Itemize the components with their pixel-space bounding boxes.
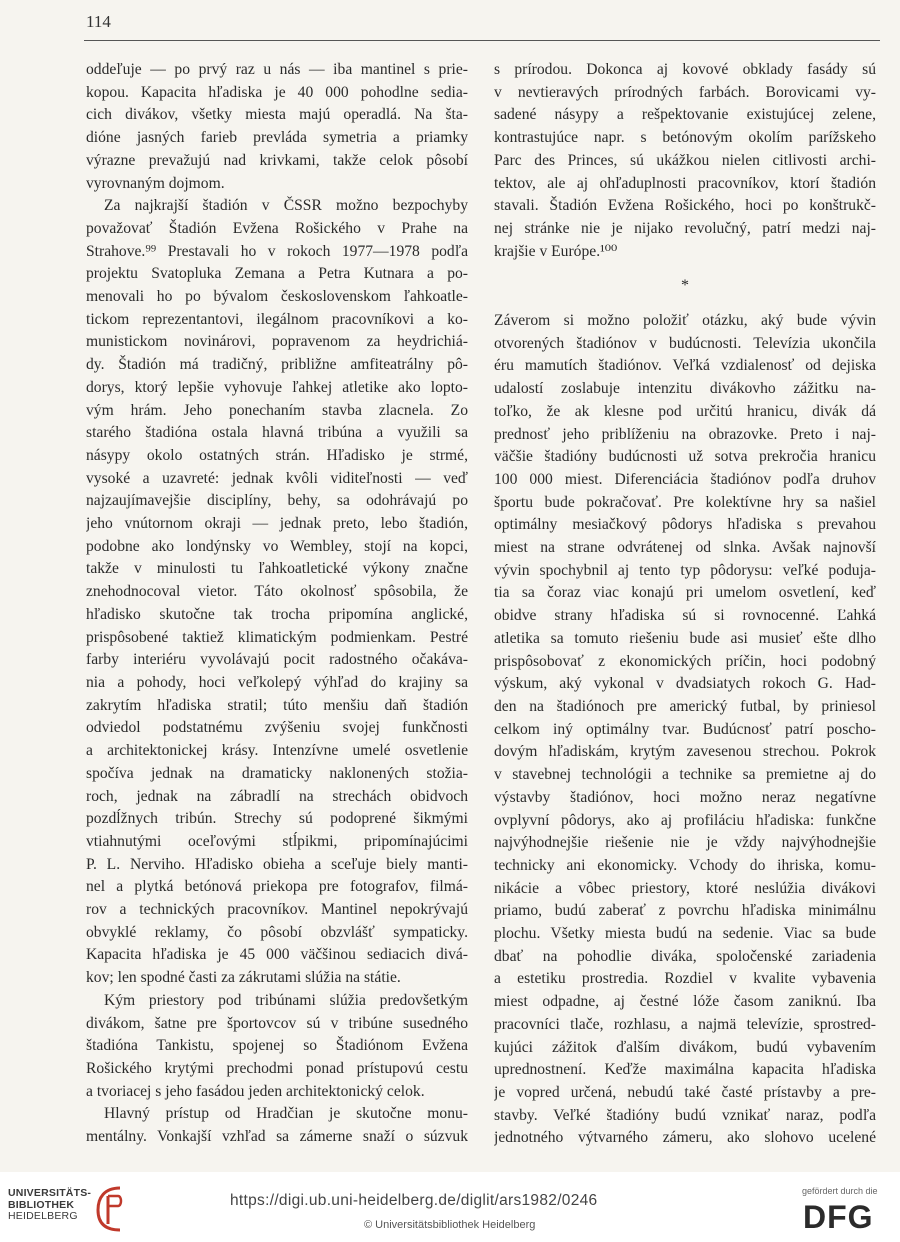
text-line: optimálny mesiačkový pôdorys hľadiska s prevahou [494, 516, 876, 534]
text-line: cich divákov, všetky miesta majú operadlá. Na šta- [86, 106, 468, 124]
text-line: prispôsobené taktiež klimatickým podmienkam. Pestré [86, 628, 468, 646]
text-line: obvyklé reklamy, čo pôsobí obzvlášť sympaticky. [86, 923, 468, 941]
text-line: spočíva jednak na dramaticky naklonených stožia- [86, 764, 468, 782]
text-line: je vopred určená, nebudú také časté prístavby a pre- [494, 1083, 876, 1101]
text-line: odviedol podstatnému zvýšeniu svojej funkčnosti [86, 719, 468, 737]
text-line: Rošického krytými prechodmi ponad prístupovú cestu [86, 1059, 468, 1077]
text-line: Kým priestory pod tribúnami slúžia predovšetkým [104, 991, 468, 1009]
text-line: tickom reprezentantovi, ilegálnom pracovníkovi a ko- [86, 310, 468, 328]
text-line: a estetiku prostredia. Rozdiel v kvalite vybavenia [494, 970, 876, 988]
text-line: vývin spochybnil aj tento typ pôdorysu: veľké poduja- [494, 561, 876, 579]
text-line: technicky ani ekonomicky. Vchody do ihriska, komu- [494, 856, 876, 874]
text-line: P. L. Nerviho. Hľadisko obieha a sceľuje biely manti- [86, 855, 468, 873]
text-line: Záverom si možno položiť otázku, aký bude vývin [494, 312, 876, 330]
text-line: nel a plytká betónová priekopa pre fotografov, filmá- [86, 878, 468, 896]
text-line: toľko, že ak klesne pod určitú hranicu, divák dá [494, 402, 876, 420]
text-line: považovať Štadión Evžena Rošického v Prahe na [86, 219, 468, 237]
text-line: pracovníci tlače, rozhlasu, a najmä televízie, sprostred- [494, 1015, 876, 1033]
text-line: tektov, ale aj ohľaduplnosti pracovníkov, ktorí štadión [494, 174, 876, 192]
text-line: oddeľuje — po prvý raz u nás — iba mantinel s prie- [86, 61, 468, 78]
text-line: športu bude pokračovať. Pre kolektívne hry sa našiel [494, 493, 876, 511]
institution-line-1: UNIVERSITÄTS- [8, 1187, 92, 1199]
text-line: výstavby štadiónov, hoci možno neraz negatívne [494, 788, 876, 806]
text-line: priamo, budú zaberať z povrchu hľadiska minimálnu [494, 902, 876, 920]
text-line: kujúci zážitok ďalším divákom, budú vybavením [494, 1038, 876, 1056]
text-line: dovým hľadiskám, krytým zavesenou strechou. Pokrok [494, 743, 876, 761]
text-line: kontrastujúce napr. s betónovým okolím parížskeho [494, 129, 876, 147]
text-line: Parc des Princes, sú ukážkou nielen citlivosti archi- [494, 151, 876, 169]
text-line: plochu. Všetky miesta budú na sedenie. Viac sa bude [494, 925, 876, 943]
text-line: kopou. Kapacita hľadiska je 40 000 pohodlne sedia- [86, 83, 468, 101]
text-line: farby interiéru vyvolávajú pocit radostného očakáva- [86, 651, 468, 669]
text-line: väčšie štadióny budúcnosti už sotva prekročia hranicu [494, 448, 876, 466]
funder-caption: gefördert durch die [802, 1186, 878, 1196]
text-line: dióne jasných farieb prevláda symetria a priamky [86, 129, 468, 147]
text-line: štadióna Tankistu, spojenej so Štadiónom Evžena [86, 1037, 468, 1055]
text-line: Za najkrajší štadión v ČSSR možno bezpochyby [104, 197, 468, 215]
text-line: uprednostnení. Keďže maximálna kapacita hľadiska [494, 1061, 876, 1079]
text-line: divákom, šatne pre športovcov sú v tribúne susedného [86, 1014, 468, 1032]
text-line: Hlavný prístup od Hradčian je skutočne monu- [104, 1105, 468, 1123]
text-line: miest na strane odvrátenej od slnka. Avšak najnovší [494, 539, 876, 557]
left-column [86, 59, 468, 1149]
text-line: stavali. Štadión Evžena Rošického, hoci po konštrukč- [494, 197, 876, 215]
text-line: sadené násypy a rešpektovanie existujúcej zelene, [494, 106, 876, 124]
text-line: nia a pohody, hoci veľkolepý výhľad do krajiny sa [86, 673, 468, 691]
text-line: podobne ako londýnsky vo Wembley, stojí na kopci, [86, 537, 468, 555]
text-line: pozdĺžnych tribún. Strechy sú podoprené šikmými [86, 810, 468, 828]
dfg-logo-icon [803, 1200, 887, 1232]
text-line: nej stránke nie je nijako revolučný, patrí medzi naj- [494, 219, 876, 237]
text-line: najvýhodnejšie riešenie nie je vždy najvýhodnejšie [494, 834, 876, 852]
page-number: 114 [86, 12, 111, 31]
text-line: menovali ho po bývalom československom ľahkoatle- [86, 288, 468, 306]
text-line: kov; len spodné časti za zákrutami slúžia na státie. [86, 969, 401, 987]
header-rule [84, 40, 880, 41]
text-line: jednotného výtvarného zámeru, ako slohovo ucelené [494, 1129, 876, 1147]
text-line: vysoké a uzavreté: jednak kvôli viditeľnosti — veď [86, 469, 468, 487]
text-line: ovplyvní pôdorys, ako aj profiláciu hľadiska: funkčne [494, 811, 876, 829]
text-line: dorys, ktorý lepšie vyhovuje ľahkej atletike ako lopto- [86, 378, 468, 396]
text-line: vyrovnaným dojmom. [86, 174, 225, 192]
text-line: den na štadiónoch pre americký futbal, by priniesol [494, 697, 876, 715]
text-line: mentálny. Vonkajší vzhľad sa zámerne snaží o súzvuk [86, 1128, 468, 1146]
text-line: výrazne prevažujú nad krivkami, takže celok pôsobí [86, 151, 468, 169]
text-line: otvorených štadiónov v budúcnosti. Televízia ukončila [494, 334, 876, 352]
text-line: rov a technických pracovníkov. Mantinel nepokrývajú [86, 901, 468, 919]
text-line: prednosť jeho priblíženiu na obrazovke. Preto i naj- [494, 425, 876, 443]
text-line: dy. Štadión má tradičný, približne amfiteatrálny pô- [86, 356, 468, 374]
text-line: stavby. Veľké štadióny budú vznikať naraz, podľa [494, 1106, 876, 1124]
text-line: najzaujímavejšie disciplíny, behy, sa odohrávajú po [86, 492, 468, 510]
text-line: krajšie v Európe.¹⁰⁰ [494, 242, 618, 260]
document-url-link[interactable]: https://digi.ub.uni-heidelberg.de/diglit/ars1982/0246 [230, 1192, 598, 1209]
text-line: jeho vnútornom okraji — jednak preto, lebo štadión, [86, 515, 468, 533]
svg-text:DFG: DFG [803, 1200, 874, 1232]
text-line: a tvoriacej s jeho fasádou jeden architektonický celok. [86, 1082, 425, 1100]
text-line: v stavebnej technológii a technike sa premietne aj do [494, 766, 876, 784]
text-line: v nevtieravých prírodných farbách. Borovicami vy- [494, 83, 876, 101]
text-line: násypy okolo ostatných strán. Hľadisko je strmé, [86, 446, 468, 464]
text-line: atletika sa tomuto riešeniu bude asi musieť ešte dlho [494, 629, 876, 647]
institution-name [8, 1188, 91, 1223]
text-line: Strahove.⁹⁹ Prestavali ho v rokoch 1977—1978 podľa [86, 242, 468, 260]
text-line: dbať na pohodlie diváka, spoločenské zariadenia [494, 947, 876, 965]
copyright-notice: © Universitätsbibliothek Heidelberg [364, 1219, 536, 1231]
text-line: takže v minulosti tu ľahkoatletické výkony značne [86, 560, 468, 578]
text-line: roch, jednak na zábradlí na strechách obidvoch [86, 787, 468, 805]
text-line: projektu Svatopluka Zemana a Petra Kutnara a po- [86, 265, 468, 283]
text-line: vým hrám. Jeho ponechaním stavba zlacnela. Zo [86, 401, 468, 419]
text-line: udalostí zoslabuje intenzitu divákovho zážitku na- [494, 380, 876, 398]
text-line: vtiahnutými oceľovými stĺpikmi, pripomínajúcimi [86, 832, 468, 850]
text-line: zakrytím hľadiska stratil; túto menšiu daň štadión [86, 696, 468, 714]
text-line: 100 000 miest. Diferenciácia štadiónov podľa druhov [494, 470, 876, 488]
text-line: celkom iný optimálny tvar. Budúcnosť patrí poscho- [494, 720, 876, 738]
institution-line-3: HEIDELBERG [8, 1210, 78, 1222]
text-line: obidve strany hľadiska sú si rovnocenné. Ľahká [494, 607, 876, 625]
text-line: Kapacita hľadiska je 45 000 väčšinou sediacich divá- [86, 946, 468, 964]
text-line: starého štadióna ostala hlavná tribúna a využili sa [86, 424, 468, 442]
text-line: znehodnocoval vietor. Táto okolnosť spôsobila, že [86, 583, 468, 601]
text-line: tia sa čoraz viac konajú pri umelom osvetlení, keď [494, 584, 876, 602]
university-logo-icon [90, 1184, 126, 1234]
institution-line-2: BIBLIOTHEK [8, 1198, 75, 1211]
text-line: výskum, aký vykonal v dvadsiatych rokoch G. Had- [494, 675, 876, 693]
text-line: munistickom novinárovi, popravenom za heydrichiá- [86, 333, 468, 351]
text-line: miest odpadne, aj čestné lóže časom zaniknú. Iba [494, 993, 876, 1011]
section-separator: * [681, 277, 689, 295]
viewer-footer [0, 1172, 900, 1242]
right-column [494, 59, 876, 1150]
text-line: a architektonickej krásy. Intenzívne umelé osvetlenie [86, 742, 468, 760]
text-line: éru mamutích štadiónov. Veľká vzdialenosť od dejiska [494, 357, 876, 375]
text-line: nikácie a vôbec priestory, ktoré neslúžia divákovi [494, 879, 876, 897]
text-line: prispôsobovať z ekonomických príčin, hoci podobný [494, 652, 876, 670]
text-line: hľadisko skutočne tak trocha pripomína anglické, [86, 605, 468, 623]
text-line: s prírodou. Dokonca aj kovové obklady fasády sú [494, 61, 876, 78]
